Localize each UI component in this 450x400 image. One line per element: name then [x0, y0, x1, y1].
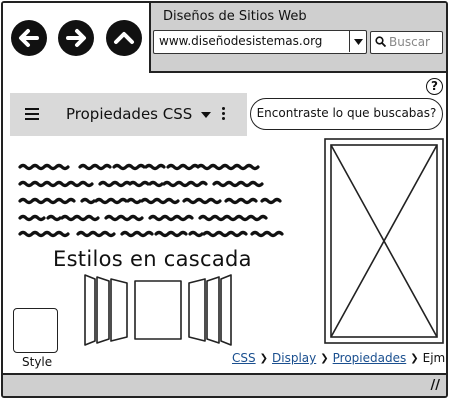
coverflow-panel-center	[135, 281, 181, 339]
url-input[interactable]	[153, 30, 367, 54]
coverflow-panel-left-3	[111, 279, 127, 341]
coverflow-carousel[interactable]	[83, 273, 293, 347]
status-bar	[3, 373, 446, 396]
coverflow-icon	[83, 273, 293, 347]
browser-window	[1, 1, 448, 398]
arrow-left-icon	[16, 25, 42, 51]
placeholder-text-block	[18, 158, 310, 238]
help-icon[interactable]: ?	[426, 78, 443, 95]
scribble-lines	[18, 158, 310, 238]
coverflow-panel-right-2	[207, 277, 219, 343]
breadcrumb-link-propiedades[interactable]: Propiedades	[332, 351, 407, 365]
resize-handle-icon[interactable]: //	[430, 378, 440, 393]
chevron-right-icon: ❯	[320, 352, 329, 364]
arrow-right-icon	[63, 25, 89, 51]
chevron-down-icon[interactable]	[201, 112, 211, 118]
site-title: Diseños de Sitios Web	[163, 9, 307, 24]
hamburger-icon[interactable]	[25, 108, 39, 120]
scribble-line-1	[20, 166, 258, 169]
browser-chrome	[3, 3, 446, 73]
coverflow-panel-left-1	[85, 275, 95, 345]
coverflow-panel-right-3	[189, 279, 205, 341]
up-button[interactable]	[106, 20, 142, 56]
navigation-buttons	[3, 3, 151, 73]
breadcrumb	[232, 351, 445, 365]
scribble-line-5	[20, 233, 282, 236]
style-label: Style	[22, 355, 53, 369]
kebab-icon[interactable]	[222, 107, 225, 122]
scribble-line-2	[20, 183, 262, 186]
breadcrumb-link-display[interactable]: Display	[272, 351, 317, 365]
search-icon	[375, 36, 386, 47]
scribble-line-4	[20, 217, 266, 220]
toolbar-title[interactable]: Propiedades CSS	[66, 105, 193, 123]
chevron-right-icon: ❯	[259, 352, 269, 364]
url-text: www.diseñodesistemas.org	[159, 34, 323, 48]
coverflow-panel-right-1	[221, 275, 231, 345]
url-dropdown-button[interactable]	[349, 31, 366, 52]
back-button[interactable]	[11, 20, 47, 56]
breadcrumb-current: Ejm	[422, 351, 446, 365]
feedback-bubble[interactable]: Encontraste lo que buscabas?	[250, 98, 443, 130]
search-input[interactable]	[370, 31, 443, 54]
forward-button[interactable]	[58, 20, 94, 56]
image-placeholder-icon	[324, 138, 444, 344]
toolbar	[10, 93, 247, 136]
chevron-right-icon: ❯	[410, 352, 419, 364]
search-placeholder: Buscar	[389, 35, 430, 49]
coverflow-panel-left-2	[97, 277, 109, 343]
scribble-line-3	[20, 200, 280, 203]
chevron-down-icon	[354, 39, 363, 45]
style-thumbnail[interactable]	[13, 308, 58, 353]
breadcrumb-link-css[interactable]: CSS	[232, 351, 256, 365]
content-heading: Estilos en cascada	[53, 247, 252, 271]
arrow-up-icon	[111, 25, 137, 51]
image-placeholder	[324, 138, 444, 344]
